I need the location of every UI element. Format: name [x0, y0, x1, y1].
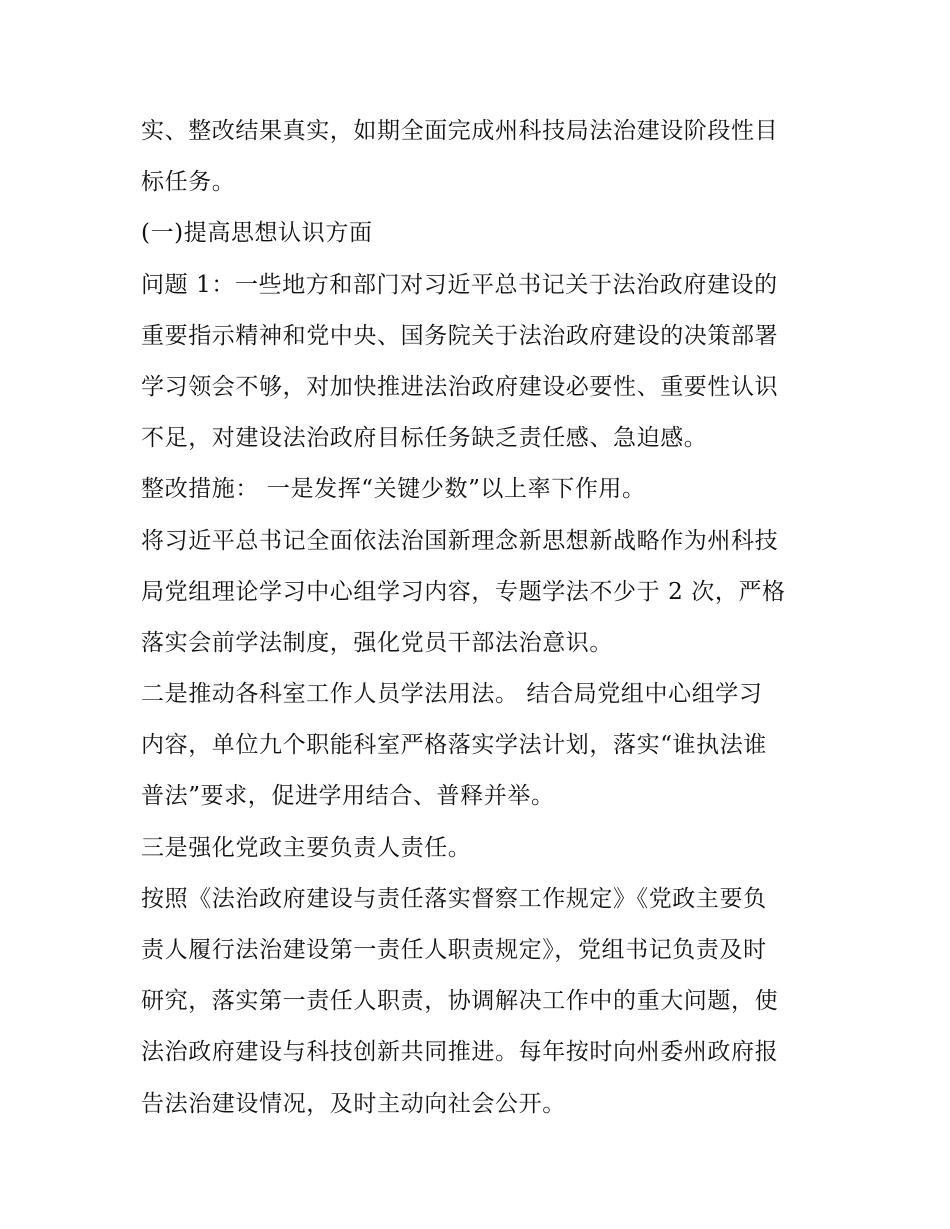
text-line: 将习近平总书记全面依法治国新理念新思想新战略作为州科技	[141, 527, 779, 554]
text-line: 落实会前学法制度，强化党员干部法治意识。	[141, 629, 613, 656]
text-line: 实、整改结果真实，如期全面完成州科技局法治建设阶段性目	[141, 118, 779, 144]
document-body	[141, 106, 831, 1130]
text-line: 责人履行法治建设第一责任人职责规定》，党组书记负责及时	[141, 937, 767, 963]
text-line: 内容，单位九个职能科室严格落实学法计划，落实“谁执法谁	[141, 732, 767, 759]
text-line: 二是推动各科室工作人员学法用法。 结合局党组中心组学习	[141, 681, 763, 708]
text-line: 普法”要求，促进学用结合、普释并举。	[141, 783, 555, 810]
text-line: 三是强化党政主要负责人责任。	[141, 834, 472, 861]
text-line: 研究，落实第一责任人职责，协调解决工作中的重大问题，使	[141, 988, 779, 1015]
text-line: 不足，对建设法治政府目标任务缺乏责任感、急迫感。	[141, 425, 708, 452]
text-line: 告法治建设情况，及时主动向社会公开。	[141, 1090, 566, 1117]
text-line: 按照《法治政府建设与责任落实督察工作规定》《党政主要负	[141, 885, 767, 912]
text-line: 局党组理论学习中心组学习内容，专题学法不少于 2 次，严格	[141, 578, 786, 605]
text-line: 标任务。	[141, 169, 236, 196]
text-line: 法治政府建设与科技创新共同推进。每年按时向州委州政府报	[141, 1039, 779, 1066]
text-line: 整改措施： 一是发挥“关键少数”以上率下作用。	[141, 476, 646, 503]
section-heading: (一)提高思想认识方面	[141, 220, 373, 247]
text-line: 问题 1：一些地方和部门对习近平总书记关于法治政府建设的	[141, 271, 778, 298]
text-line: 重要指示精神和党中央、国务院关于法治政府建设的决策部署	[141, 322, 779, 349]
text-line: 学习领会不够，对加快推进法治政府建设必要性、重要性认识	[141, 373, 779, 400]
